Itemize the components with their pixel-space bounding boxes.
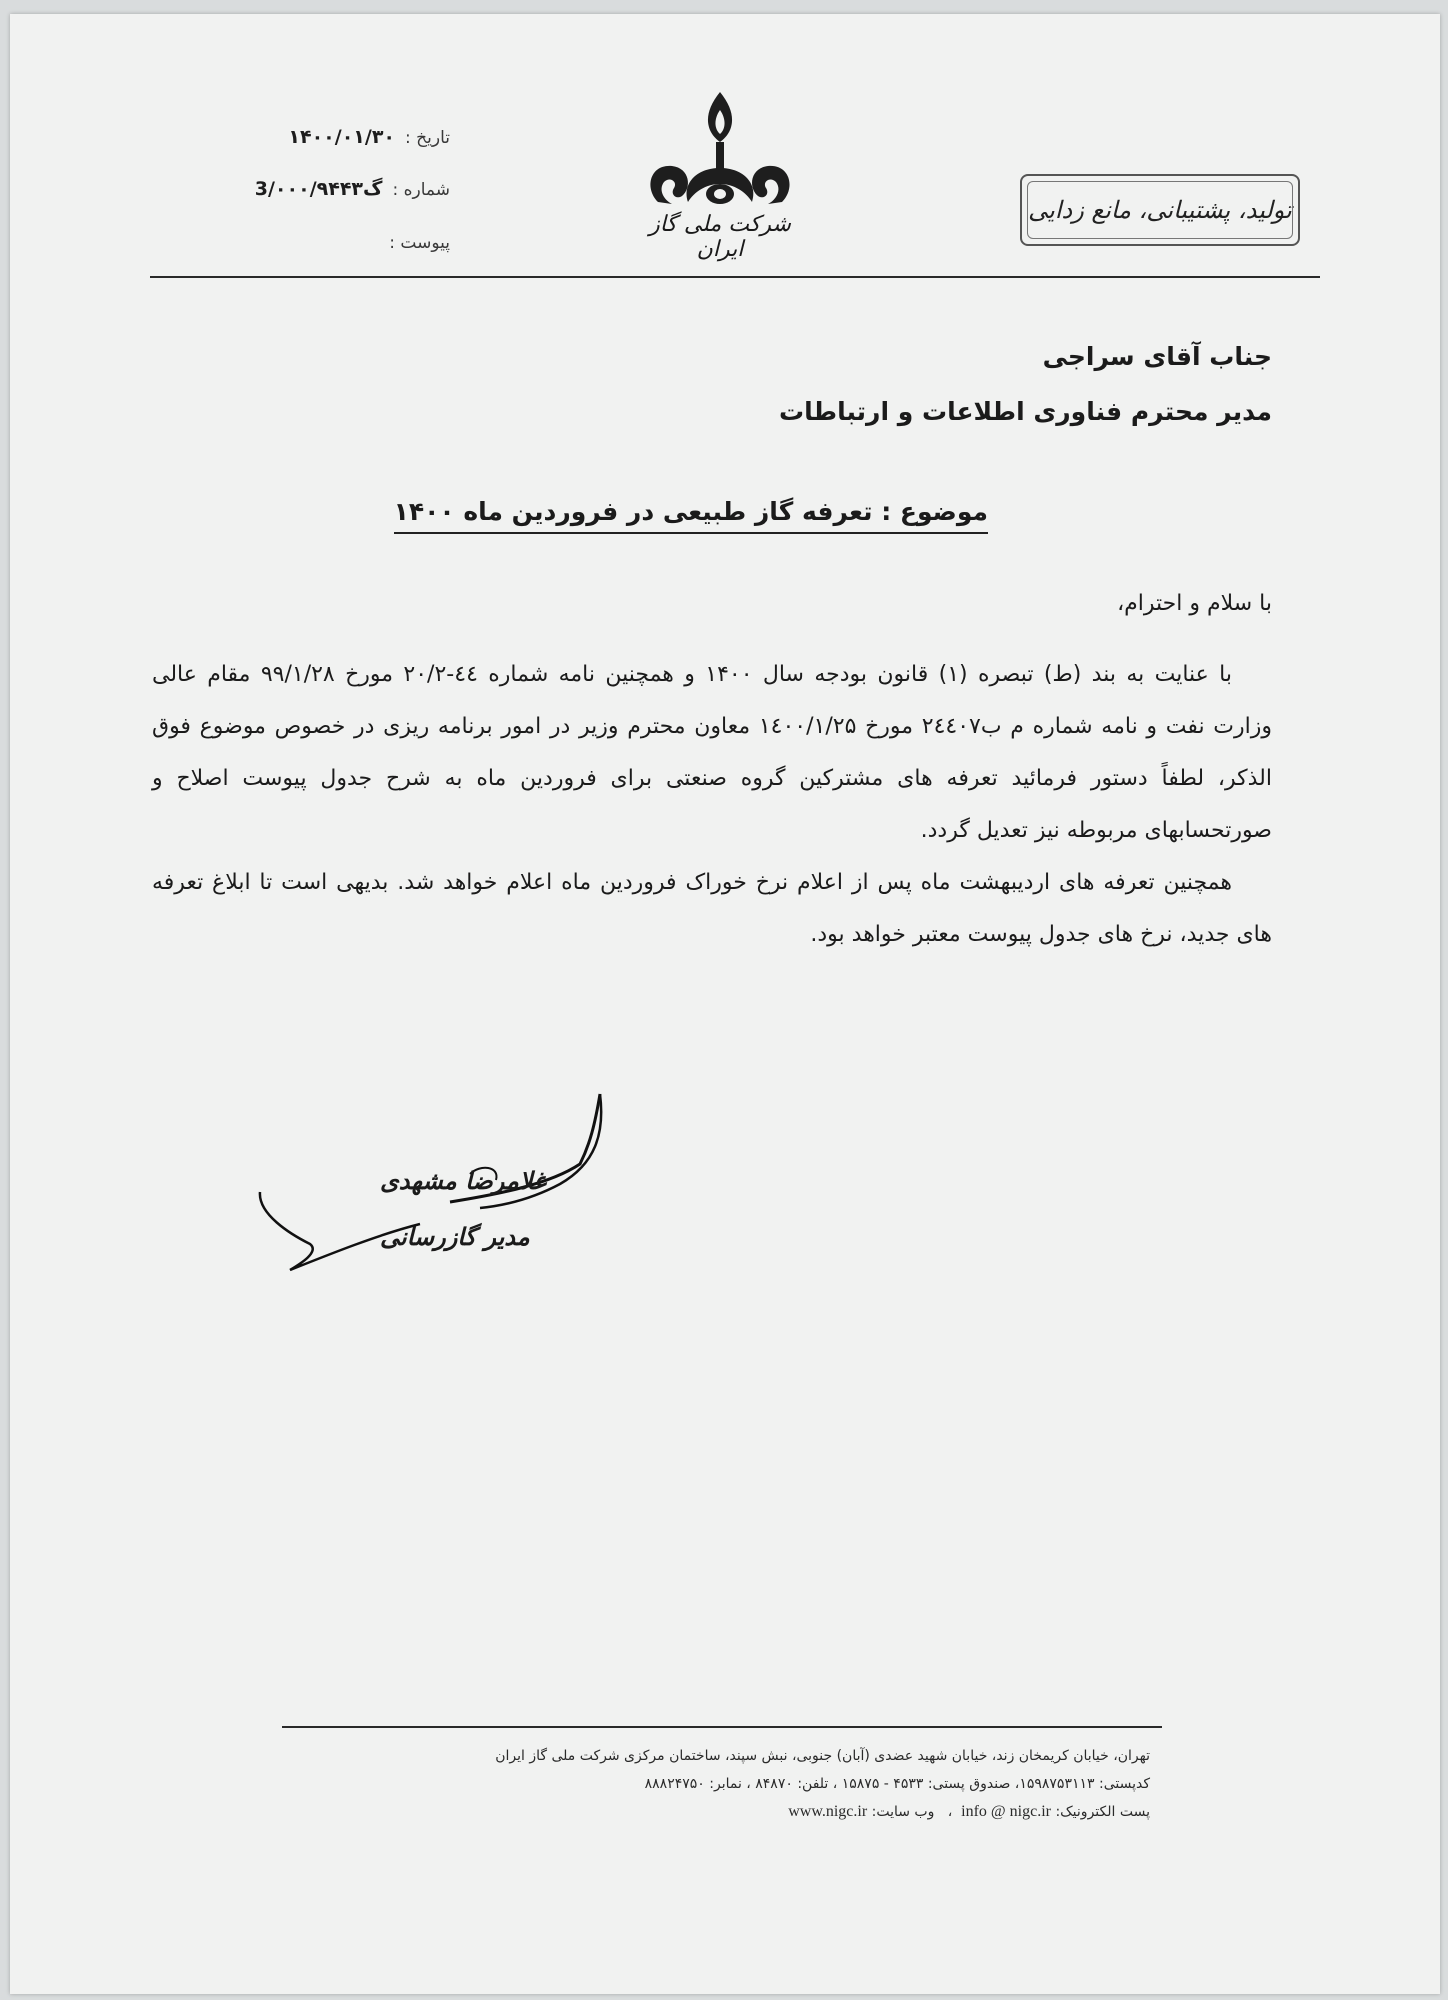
footer <box>270 1742 1150 1826</box>
flame-logo-icon <box>630 84 810 214</box>
company-name: شرکت ملی گاز ایران <box>649 212 791 262</box>
company-logo <box>630 84 810 262</box>
website-link[interactable]: www.nigc.ir <box>788 1803 868 1820</box>
number-value: گ3/۰۰۰/۹۴۴۳ <box>254 178 383 200</box>
date-label: تاریخ : <box>405 128 450 148</box>
signer-title: مدیر گازرسانی <box>380 1222 530 1251</box>
email-link[interactable]: info @ nigc.ir <box>961 1803 1051 1820</box>
letter-page <box>10 14 1440 1994</box>
number-label: شماره : <box>392 180 450 200</box>
body-paragraph-1: با عنایت به بند (ط) تبصره (۱) قانون بودجه سال ۱۴۰۰ و همچنین نامه شماره ٤٤-۲۰/۲ مورخ ۹۹/۱/۲۸ مقام عالی وزارت نفت و نامه شماره م ب۲٤٤۰۷ مورخ ۱٤۰۰/۱/۲۵ معاون محترم وزیر در امور برنامه ریزی در خصوص موضوع فوق الذکر، لطفاً دستور فرمائید تعرفه های مشترکین گروه صنعتی برای فروردین ماه به شرح جدول پیوست اصلاح و صورتحسابهای مربوطه نیز تعدیل گردد. <box>152 662 1272 843</box>
footer-address: تهران، خیابان کریمخان زند، خیابان شهید عضدی (آبان) جنوبی، نبش سپند، ساختمان مرکزی شرکت ملی گاز ایران <box>495 1748 1150 1764</box>
attachment-row <box>210 233 450 253</box>
footer-contact: پست الکترونیک: info @ nigc.ir ، وب سایت: www.nigc.ir <box>788 1803 1150 1820</box>
signer-name: غلامرضا مشهدی <box>380 1166 546 1195</box>
attachment-label: پیوست : <box>389 233 450 253</box>
footer-divider <box>282 1726 1162 1728</box>
number-row <box>210 178 450 200</box>
greeting: با سلام و احترام، <box>1117 591 1272 616</box>
header-divider <box>150 276 1320 278</box>
slogan-stamp <box>1020 174 1300 246</box>
email-label: پست الکترونیک: <box>1055 1804 1150 1820</box>
website-label: وب سایت: <box>871 1804 935 1820</box>
date-row <box>210 126 450 148</box>
letter-body <box>152 649 1272 961</box>
body-paragraph-2: همچنین تعرفه های اردیبهشت ماه پس از اعلام نرخ خوراک فروردین ماه اعلام خواهد شد. بدیهی است تا ابلاغ تعرفه های جدید، نرخ های جدول پیوست معتبر خواهد بود. <box>152 870 1272 947</box>
subject-line: موضوع : تعرفه گاز طبیعی در فروردین ماه ۱۴۰۰ <box>394 497 988 534</box>
footer-postal: کدپستی: ۱۵۹۸۷۵۳۱۱۳، صندوق پستی: ۴۵۳۳ - ۱۵۸۷۵ ، تلفن: ۸۴۸۷۰ ، نمابر: ۸۸۸۲۴۷۵۰ <box>644 1776 1150 1792</box>
stamp-text: تولید، پشتیبانی، مانع زدایی <box>1028 196 1292 224</box>
date-value: ۱۴۰۰/۰۱/۳۰ <box>288 126 396 148</box>
recipient-name: جناب آقای سراجی <box>1042 342 1272 371</box>
recipient-title: مدیر محترم فناوری اطلاعات و ارتباطات <box>779 397 1272 426</box>
